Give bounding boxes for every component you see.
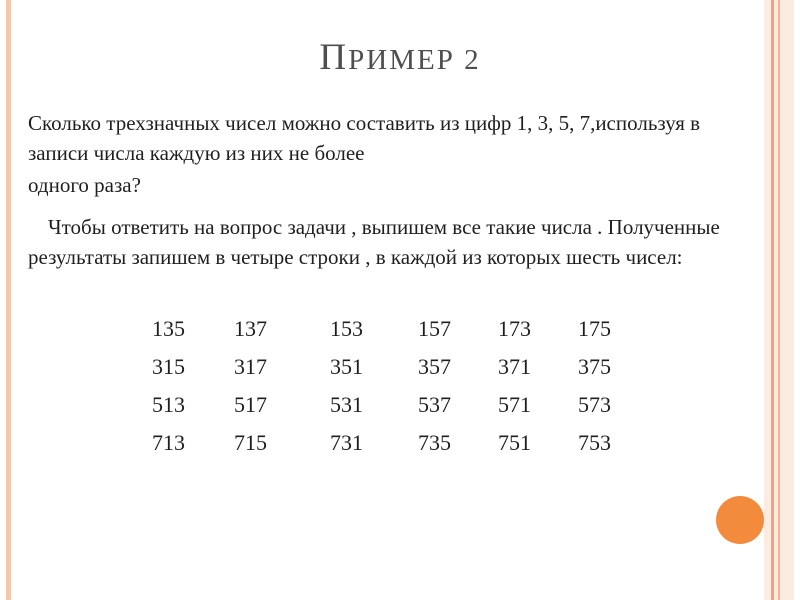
table-cell: 173 — [498, 316, 531, 341]
table-cell: 137 — [234, 316, 267, 341]
table-cell: 713 — [152, 430, 185, 455]
table-cell: 317 — [234, 354, 267, 379]
table-cell: 135 — [152, 316, 185, 341]
table-cell: 531 — [330, 392, 363, 417]
table-row — [152, 386, 658, 424]
table-cell: 517 — [234, 392, 267, 417]
table-cell: 731 — [330, 430, 363, 455]
table-row — [152, 348, 658, 386]
slide-title — [0, 36, 800, 79]
slide-title-rest: РИМЕР 2 — [348, 44, 481, 76]
table-row — [152, 310, 658, 348]
table-cell: 753 — [578, 430, 611, 455]
table-cell: 573 — [578, 392, 611, 417]
numbers-table — [152, 310, 658, 462]
table-cell: 175 — [578, 316, 611, 341]
question-text-end: одного раза? — [28, 173, 141, 197]
solution-text: Чтобы ответить на вопрос задачи , выпишем все такие числа . Полученные результаты запишем в четыре строки , в каждой из которых шесть чисел: — [28, 215, 720, 269]
table-cell: 735 — [418, 430, 451, 455]
table-cell: 315 — [152, 354, 185, 379]
question-text: Сколько трехзначных чисел можно составить из цифр 1, 3, 5, 7,используя в записи числа каждую из них не более — [28, 111, 701, 165]
right-decorative-line-thin — [778, 0, 780, 600]
left-decorative-border — [6, 0, 11, 600]
table-cell: 157 — [418, 316, 451, 341]
table-cell: 571 — [498, 392, 531, 417]
table-cell: 351 — [330, 354, 363, 379]
table-row — [152, 424, 658, 462]
slide-title-initial: П — [319, 37, 349, 78]
table-cell: 375 — [578, 354, 611, 379]
orange-circle-decoration — [716, 496, 764, 544]
table-cell: 153 — [330, 316, 363, 341]
right-decorative-line — [771, 0, 774, 600]
table-cell: 513 — [152, 392, 185, 417]
table-cell: 537 — [418, 392, 451, 417]
table-cell: 715 — [234, 430, 267, 455]
table-cell: 751 — [498, 430, 531, 455]
table-cell: 357 — [418, 354, 451, 379]
table-cell: 371 — [498, 354, 531, 379]
